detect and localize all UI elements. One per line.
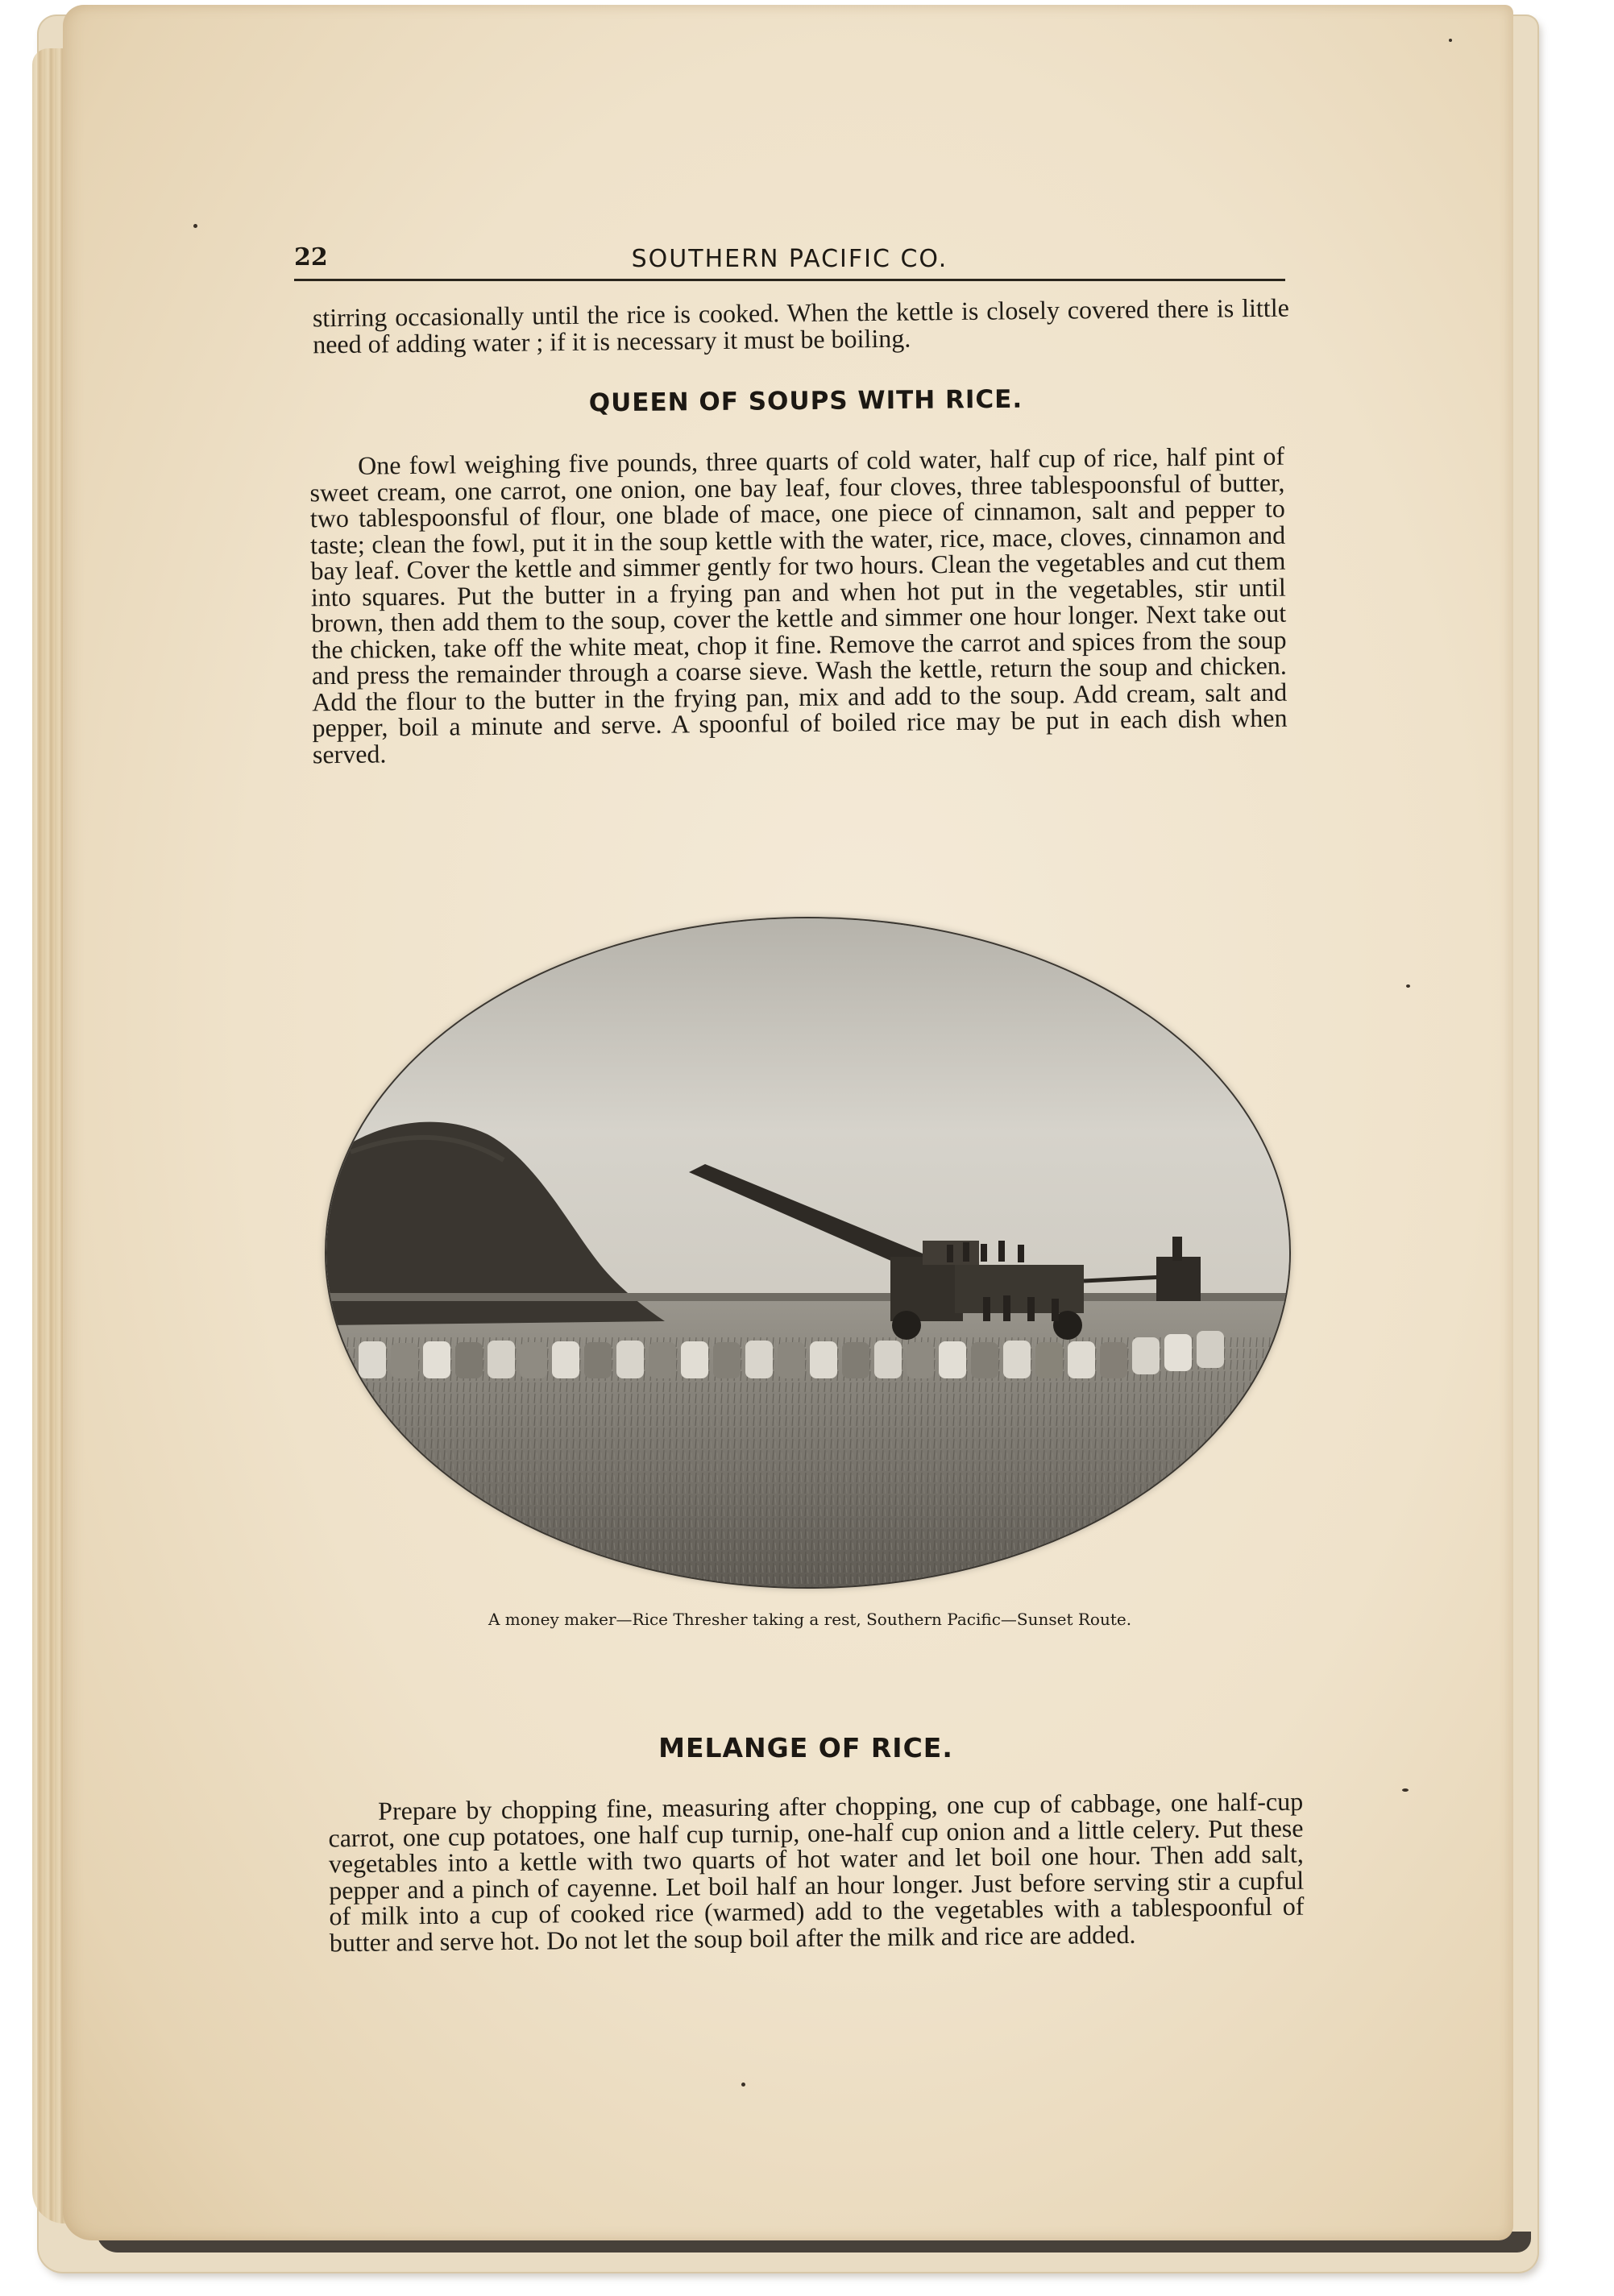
- recipe-title-queen-of-soups: QUEEN OF SOUPS WITH RICE.: [588, 384, 1023, 418]
- running-head: [294, 242, 1285, 281]
- paper-speck: [193, 224, 197, 228]
- photo-caption: A money maker—Rice Thresher taking a rest, Southern Pacific—Sunset Route.: [488, 1610, 1132, 1629]
- rice-thresher-illustration: [326, 918, 1289, 1587]
- paper-speck: [741, 2083, 745, 2087]
- recipe-body-melange-of-rice: Prepare by chopping fine, measuring after chopping, one cup of cabbage, one half-cup carrot, one cup potatoes, one half cup turnip, one-half cup onion and a little celery. Put these vegetables into a kettle with two quarts of hot water and let boil one hour. Then add salt, pepper and a pinch of cayenne. Let boil half an hour longer. Just before serving stir a cupful of milk into a cup of cooked rice (warmed) add to the vegetables with a tablespoonful of butter and serve hot. Do not let the soup boil after the milk and rice are added.: [328, 1786, 1305, 1957]
- running-title: SOUTHERN PACIFIC CO.: [631, 245, 948, 273]
- paper-speck: [1402, 1788, 1409, 1792]
- recipe-body-queen-of-soups: One fowl weighing five pounds, three quarts of cold water, half cup of rice, half pint of sweet cream, one carrot, one onion, one bay leaf, four cloves, three tablespoonsful of butter, two tablespoonsful of flour, one blade of mace, one piece of cinnamon, salt and pepper to taste; clean the fowl, put it in the soup kettle with the water, rice, mace, cloves, cinnamon and bay leaf. Cover the kettle and simmer gently for two hours. Clean the vegetables and cut them into squares. Put the butter in a frying pan and when hot put in the vegetables, stir until brown, then add them to the soup, cover the kettle and simmer one hour longer. Next take out the chicken, take off the white meat, chop it fine. Remove the carrot and spices from the soup and press the remainder through a coarse sieve. Wash the kettle, return the soup and chicken. Add the flour to the butter in the frying pan, mix and add to the soup. Add cream, salt and pepper, boil a minute and serve. A spoonful of boiled rice may be put in each dish when served.: [309, 441, 1288, 769]
- recipe-title-melange-of-rice: MELANGE OF RICE.: [658, 1732, 953, 1763]
- paper-speck: [1406, 984, 1410, 988]
- page-number: 22: [294, 243, 328, 271]
- carry-over-paragraph: stirring occasionally until the rice is cooked. When the kettle is closely covered there is little need of adding water ; if it is necessary it must be boiling.: [312, 292, 1289, 358]
- horizon-line: [326, 1293, 1289, 1301]
- paper-speck: [1449, 39, 1452, 42]
- rice-thresher-photo: [326, 918, 1289, 1587]
